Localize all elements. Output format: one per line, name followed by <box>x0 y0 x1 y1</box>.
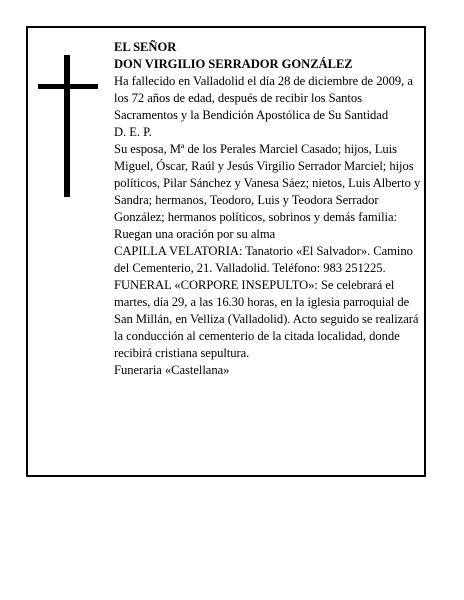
rest-in-peace: D. E. P. <box>114 125 152 139</box>
prayer-request: Ruegan una oración por su alma <box>114 227 276 241</box>
notice-title: EL SEÑOR <box>114 40 177 54</box>
cross-vertical-bar <box>64 55 70 197</box>
deceased-name: DON VIRGILIO SERRADOR GONZÁLEZ <box>114 57 353 71</box>
chapel-information: CAPILLA VELATORIA: Tanatorio «El Salvador». Camino del Cementerio, 21. Valladolid. Teléfono: 983 251225. <box>114 244 413 275</box>
latin-cross-icon <box>38 55 98 197</box>
funeral-information: FUNERAL «CORPORE INSEPULTO»: Se celebrará el martes, día 29, a las 16.30 horas, en la iglesia parroquial de San Millán, en Velliza (Valladolid). Acto seguido se realizará la conducción al cementerio de la citada localidad, donde recibirá cristiana sepultura. <box>114 278 419 360</box>
cross-horizontal-bar <box>38 84 98 89</box>
obituary-text <box>114 39 424 379</box>
family-members: Su esposa, Mª de los Perales Marciel Casado; hijos, Luis Miguel, Óscar, Raúl y Jesús Virgilio Serrador Marciel; hijos políticos, Pilar Sánchez y Vanesa Sáez; nietos, Luis Alberto y Sandra; hermanos, Teodoro, Luis y Teodora Serrador González; hermanos políticos, sobrinos y demás familia: <box>114 142 421 224</box>
death-announcement: Ha fallecido en Valladolid el día 28 de diciembre de 2009, a los 72 años de edad, después de recibir los Santos Sacramentos y la Bendición Apostólica de Su Santidad <box>114 74 413 122</box>
funeral-home: Funeraria «Castellana» <box>114 363 230 377</box>
